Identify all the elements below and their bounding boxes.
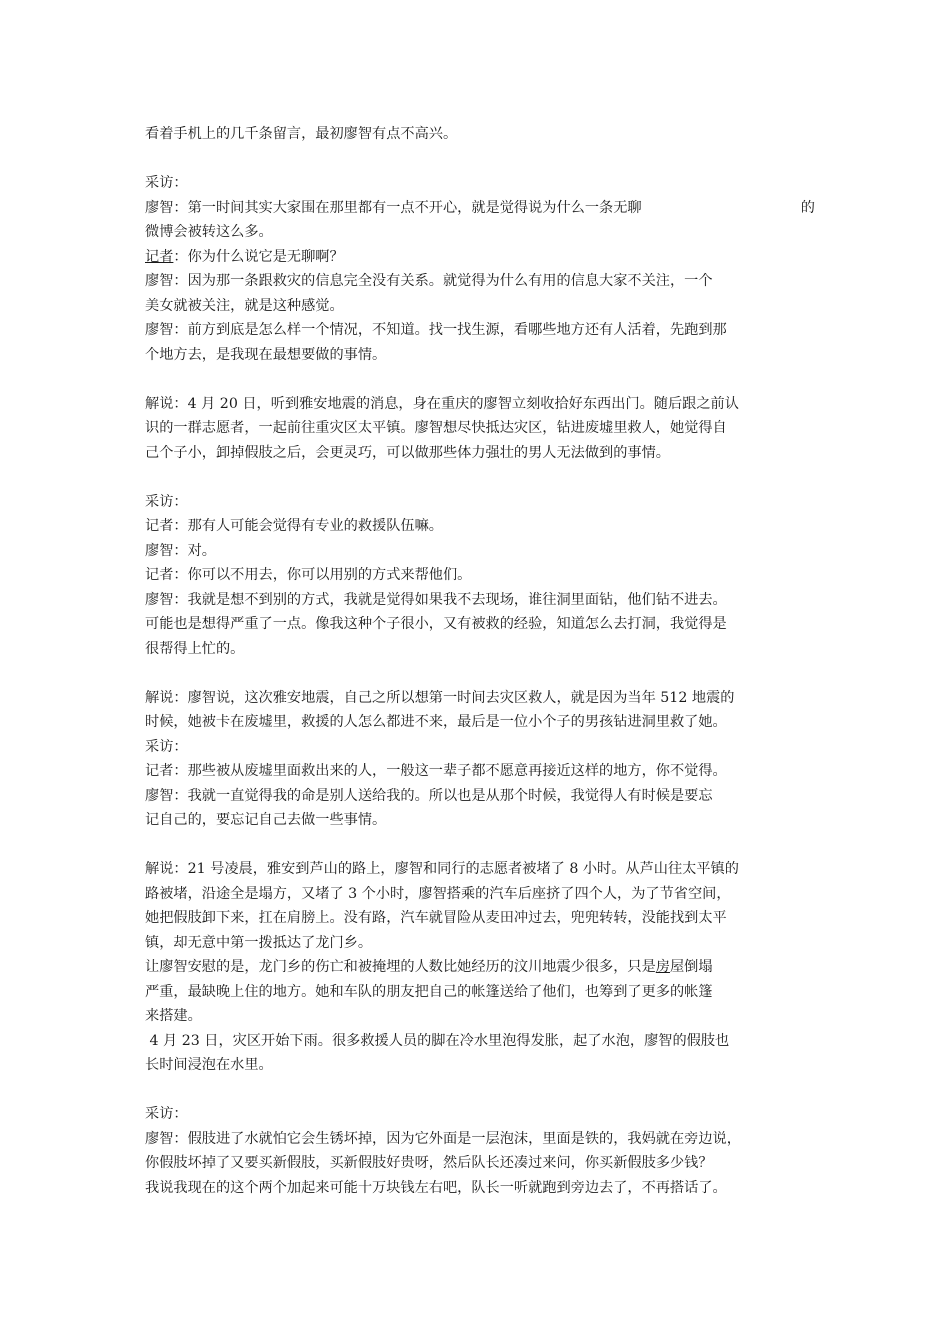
text-segment: ：你为什么说它是无聊啊？ — [173, 248, 344, 265]
text-line: 你假肢坏掉了又要买新假肢，买新假肢好贵呀，然后队长还凑过来问，你买新假肢多少钱？ — [145, 1155, 713, 1171]
section-label: 采访： — [145, 1106, 188, 1122]
text-line: 廖智：假肢进了水就怕它会生锈坏掉，因为它外面是一层泡沫，里面是铁的，我妈就在旁边说， — [145, 1130, 741, 1147]
blank-line — [145, 367, 815, 392]
speaker-label-underlined: 记者 — [145, 248, 174, 265]
text-line: 4 月 23 日，灾区开始下雨。很多救援人员的脚在冷水里泡得发胀，起了水泡，廖智的假肢也 — [145, 1032, 730, 1049]
text-line: 廖智：我就是想不到别的方式，我就是觉得如果我不去现场，谁往洞里面钻，他们钻不进去。 — [145, 591, 727, 608]
text-line: 己个子小，卸掉假肢之后，会更灵巧，可以做那些体力强壮的男人无法做到的事情。 — [145, 444, 670, 461]
text-line: 解说：4 月 20 日，听到雅安地震的消息，身在重庆的廖智立刻收拾好东西出门。随后跟之前认 — [145, 395, 739, 412]
text-line: 时候，她被卡在废墟里，救援的人怎么都进不来，最后是一位小个子的男孩钻进洞里救了她。 — [145, 714, 727, 730]
text-line — [145, 245, 815, 270]
text-line: 廖智：对。 — [145, 542, 216, 559]
text-line: 个地方去，是我现在最想要做的事情。 — [145, 346, 387, 363]
text-line: 记者：你可以不用去，你可以用别的方式来帮他们。 — [145, 567, 472, 583]
section-label: 采访： — [145, 175, 188, 191]
text-line: 记自己的，要忘记自己去做一些事情。 — [145, 812, 387, 828]
blank-line — [145, 1078, 815, 1103]
text-line — [145, 955, 815, 980]
text-segment: 让廖智安慰的是，龙门乡的伤亡和被掩埋的人数比她经历的汶川地震少很多，只是 — [145, 959, 656, 975]
text-line: 长时间浸泡在水里。 — [145, 1057, 273, 1073]
text-segment: 的 — [800, 199, 815, 216]
blank-line — [145, 465, 815, 490]
text-line: 廖智：因为那一条跟救灾的信息完全没有关系。就觉得为什么有用的信息大家不关注，一个 — [145, 273, 713, 289]
text-line: 廖智：我就一直觉得我的命是别人送给我的。所以也是从那个时候，我觉得人有时候是要忘 — [145, 787, 713, 804]
text-line: 看着手机上的几千条留言，最初廖智有点不高兴。 — [145, 126, 458, 142]
text-line: 微博会被转这么多。 — [145, 224, 273, 240]
text-line: 记者：那些被从废墟里面救出来的人，一般这一辈子都不愿意再接近这样的地方，你不觉得。 — [145, 763, 727, 779]
text-line: 解说：廖智说，这次雅安地震，自己之所以想第一时间去灾区救人，就是因为当年 512 地震的 — [145, 689, 735, 706]
blank-line — [145, 833, 815, 858]
text-line: 可能也是想得严重了一点。像我这种个子很小，又有被救的经验，知道怎么去打洞，我觉得是 — [145, 616, 727, 632]
text-line: 路被堵，沿途全是塌方，又堵了 3 个小时，廖智搭乘的汽车后座挤了四个人，为了节省空间， — [145, 885, 731, 902]
text-line: 她把假肢卸下来，扛在肩膀上。没有路，汽车就冒险从麦田冲过去，兜兜转转，没能找到太平 — [145, 910, 727, 926]
text-line: 镇，却无意中第一拨抵达了龙门乡。 — [145, 934, 373, 951]
underlined-word: 房 — [655, 959, 670, 975]
section-label: 采访： — [145, 493, 188, 510]
document-page — [145, 122, 815, 1200]
text-line — [145, 196, 815, 221]
text-line: 严重，最缺晚上住的地方。她和车队的朋友把自己的帐篷送给了他们，也筹到了更多的帐篷 — [145, 983, 713, 1000]
blank-line — [145, 661, 815, 686]
text-segment: 廖智：第一时间其实大家围在那里都有一点不开心，就是觉得说为什么一条无聊 — [145, 199, 642, 216]
text-segment: 屋倒塌 — [669, 959, 713, 975]
text-line: 美女就被关注，就是这种感觉。 — [145, 297, 344, 314]
text-line: 识的一群志愿者，一起前往重灾区太平镇。廖智想尽快抵达灾区，钻进废墟里救人，她觉得自 — [145, 420, 727, 436]
text-line: 廖智：前方到底是怎么样一个情况，不知道。找一找生源，看哪些地方还有人活着，先跑到那 — [145, 322, 727, 338]
text-line: 记者：那有人可能会觉得有专业的救援队伍嘛。 — [145, 518, 443, 534]
text-line: 我说我现在的这个两个加起来可能十万块钱左右吧，队长一听就跑到旁边去了，不再搭话了。 — [145, 1179, 727, 1196]
section-label: 采访： — [145, 738, 188, 755]
text-line: 很帮得上忙的。 — [145, 640, 245, 657]
text-line: 来搭建。 — [145, 1008, 202, 1024]
blank-line — [145, 147, 815, 172]
text-line: 解说：21 号凌晨，雅安到芦山的路上，廖智和同行的志愿者被堵了 8 小时。从芦山往太平镇的 — [145, 861, 739, 877]
